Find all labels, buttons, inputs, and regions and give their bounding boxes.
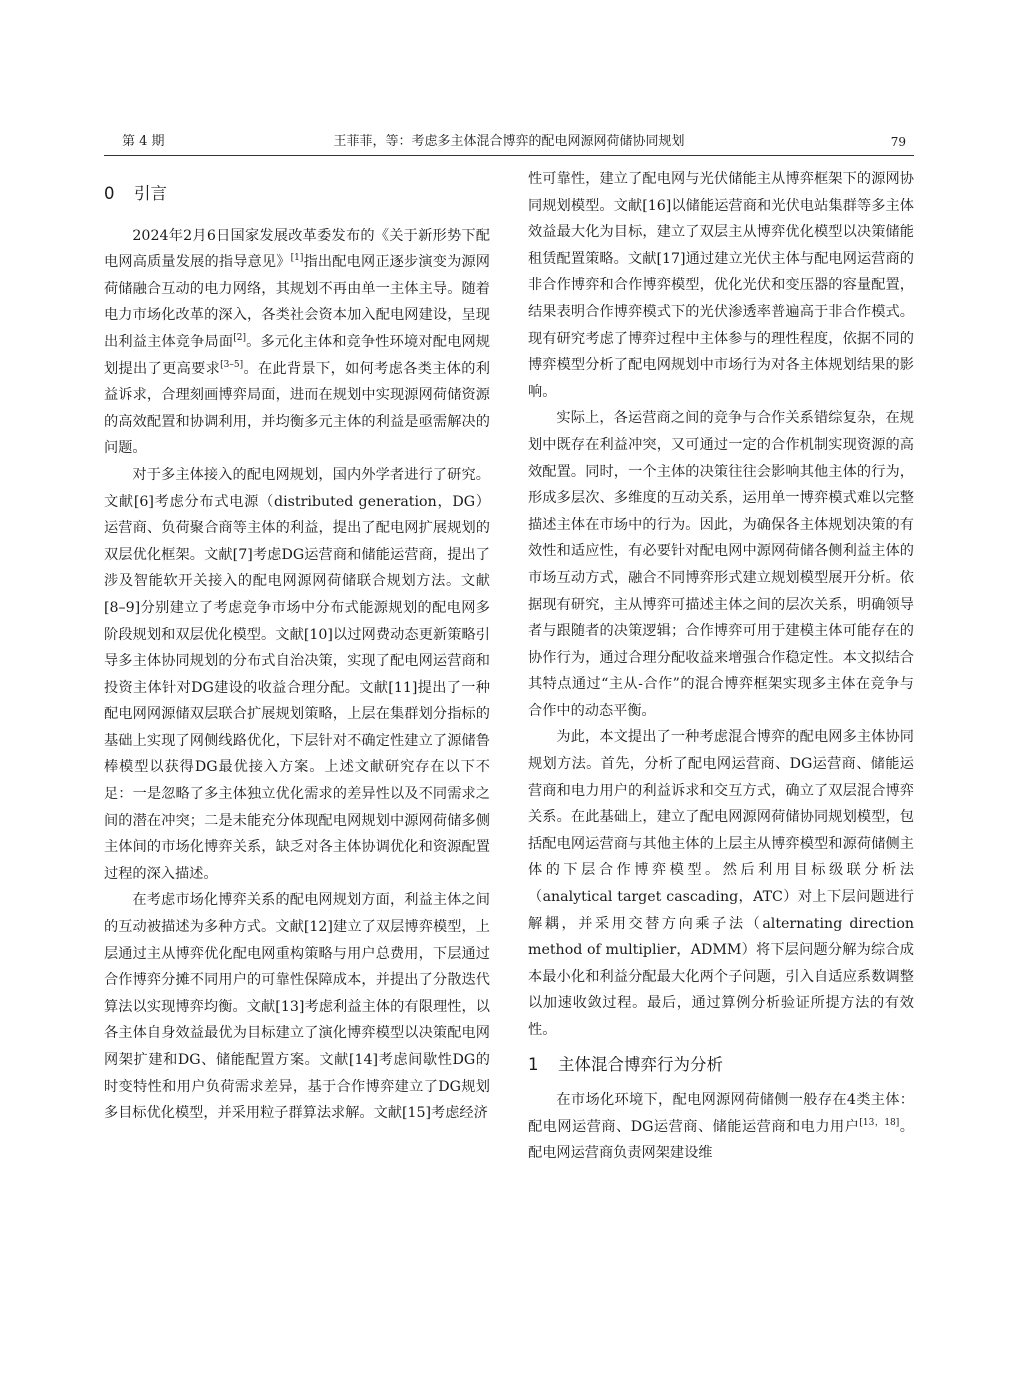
right-column <box>528 166 914 1167</box>
paragraph: 对于多主体接入的配电网规划，国内外学者进行了研究。文献[6]考虑分布式电源（distributed generation，DG）运营商、负荷聚合商等主体的利益，提出了配电网扩展规划的双层优化框架。文献[7]考虑DG运营商和储能运营商，提出了涉及智能软开关接入的配电网源网荷储联合规划方法。文献[8–9]分别建立了考虑竞争市场中分布式能源规划的配电网多阶段规划和双层优化模型。文献[10]以过网费动态更新策略引导多主体协同规划的分布式自治决策，实现了配电网运营商和投资主体针对DG建设的收益合理分配。文献[11]提出了一种配电网网源储双层联合扩展规划策略，上层在集群划分指标的基础上实现了网侧线路优化，下层针对不确定性建立了源储鲁棒模型以获得DG最优接入方案。上述文献研究存在以下不足：一是忽略了多主体独立优化需求的差异性以及不同需求之间的潜在冲突；二是未能充分体现配电网规划中源网荷储多侧主体间的市场化博弈关系，缺乏对各主体协调优化和资源配置过程的深入描述。 <box>104 466 490 882</box>
running-title: 王菲菲，等：考虑多主体混合博弈的配电网源网荷储协同规划 <box>333 134 685 149</box>
paragraph: 实际上，各运营商之间的竞争与合作关系错综复杂，在规划中既存在利益冲突，又可通过一定的合作机制实现资源的高效配置。同时，一个主体的决策往往会影响其他主体的行为，形成多层次、多维度的互动关系，运用单一博弈模式难以完整描述主体在市场中的行为。因此，为确保各主体规划决策的有效性和适应性，有必要针对配电网中源网荷储各侧利益主体的市场互动方式，融合不同博弈形式建立规划模型展开分析。依据现有研究，主从博弈可描述主体之间的层次关系，明确领导者与跟随者的决策逻辑；合作博弈可用于建模主体可能存在的协作行为，通过合理分配收益来增强合作稳定性。本文拟结合其特点通过“主从-合作”的混合博弈框架实现多主体在竞争与合作中的动态平衡。 <box>528 410 914 719</box>
text-run: 指出配电网正逐步演变为源网荷储融合互动的电力网络，其规划不再由单一主体主导。随着电力市场化改革的深入，各类社会资本加入配电网建设，呈现出利益主体竞争局面 <box>104 254 490 350</box>
text-run: 2024年2月6日国家发展改革委发布的《关于新形势下配电网高质量发展的指导意见》 <box>104 227 490 271</box>
paragraph: 为此，本文提出了一种考虑混合博弈的配电网多主体协同规划方法。首先，分析了配电网运营商、DG运营商、储能运营商和电力用户的利益诉求和交互方式，确立了双层混合博弈关系。在此基础上，建立了配电网源网荷储协同规划模型，包括配电网运营商与其他主体的上层主从博弈模型和源荷储侧主体的下层合作博弈模型。然后利用目标级联分析法（analytical target cascading，ATC）对上下层问题进行解耦，并采用交替方向乘子法（alternating direction method of multiplier，ADMM）将下层问题分解为综合成本最小化和利益分配最大化两个子问题，引入自适应系数调整以加速收敛过程。最后，通过算例分析验证所提方法的有效性。 <box>528 729 914 1038</box>
paragraph <box>528 1087 914 1167</box>
citation: [2] <box>233 332 246 343</box>
text-run: 。在此背景下，如何考虑各类主体的利益诉求，合理刻画博弈局面，进而在规划中实现源网荷储资源的高效配置和协调利用，并均衡多元主体的利益是亟需解决的问题。 <box>104 360 490 457</box>
text-run: 。多元化主体和竞争性环境对配电网规划提出了更高要求 <box>104 333 490 377</box>
paragraph <box>104 223 490 462</box>
section-number: 0 <box>104 184 115 203</box>
section-heading-introduction <box>104 181 490 208</box>
section-title: 引言 <box>134 184 167 203</box>
citation: [3–5] <box>220 359 244 370</box>
issue-label: 第 4 期 <box>122 134 165 149</box>
section-title: 主体混合博弈行为分析 <box>558 1054 723 1074</box>
section-number: 1 <box>528 1054 539 1074</box>
text-run: 在市场化环境下，配电网源网荷储侧一般存在4类主体：配电网运营商、DG运营商、储能运营商和电力用户 <box>528 1092 914 1135</box>
left-column <box>104 180 490 1127</box>
running-header <box>104 134 914 156</box>
paragraph: 在考虑市场化博弈关系的配电网规划方面，利益主体之间的互动被描述为多种方式。文献[12]建立了双层博弈模型，上层通过主从博弈优化配电网重构策略与用户总费用，下层通过合作博弈分摊不同用户的可靠性保障成本，并提出了分散迭代算法以实现博弈均衡。文献[13]考虑利益主体的有限理性，以各主体自身效益最优为目标建立了演化博弈模型以决策配电网网架扩建和DG、储能配置方案。文献[14]考虑间歇性DG的时变特性和用户负荷需求差异，基于合作博弈建立了DG规划多目标优化模型，并采用粒子群算法求解。文献[15]考虑经济 <box>104 892 490 1122</box>
citation: [1] <box>290 253 304 264</box>
citation: [13，18] <box>859 1117 900 1128</box>
section-heading-analysis <box>528 1052 914 1079</box>
header-rule <box>104 155 914 156</box>
page-number: 79 <box>890 135 906 149</box>
text-run: 。配电网运营商负责网架建设维 <box>528 1118 914 1162</box>
paragraph-continued: 性可靠性，建立了配电网与光伏储能主从博弈框架下的源网协同规划模型。文献[16]以储能运营商和光伏电站集群等多主体效益最大化为目标，建立了双层主从博弈优化模型以决策储能租赁配置策略。文献[17]通过建立光伏主体与配电网运营商的非合作博弈和合作博弈模型，优化光伏和变压器的容量配置，结果表明合作博弈模式下的光伏渗透率普遍高于非合作模式。现有研究考虑了博弈过程中主体参与的理性程度，依据不同的博弈模型分析了配电网规划中市场行为对各主体规划结果的影响。 <box>528 171 914 400</box>
